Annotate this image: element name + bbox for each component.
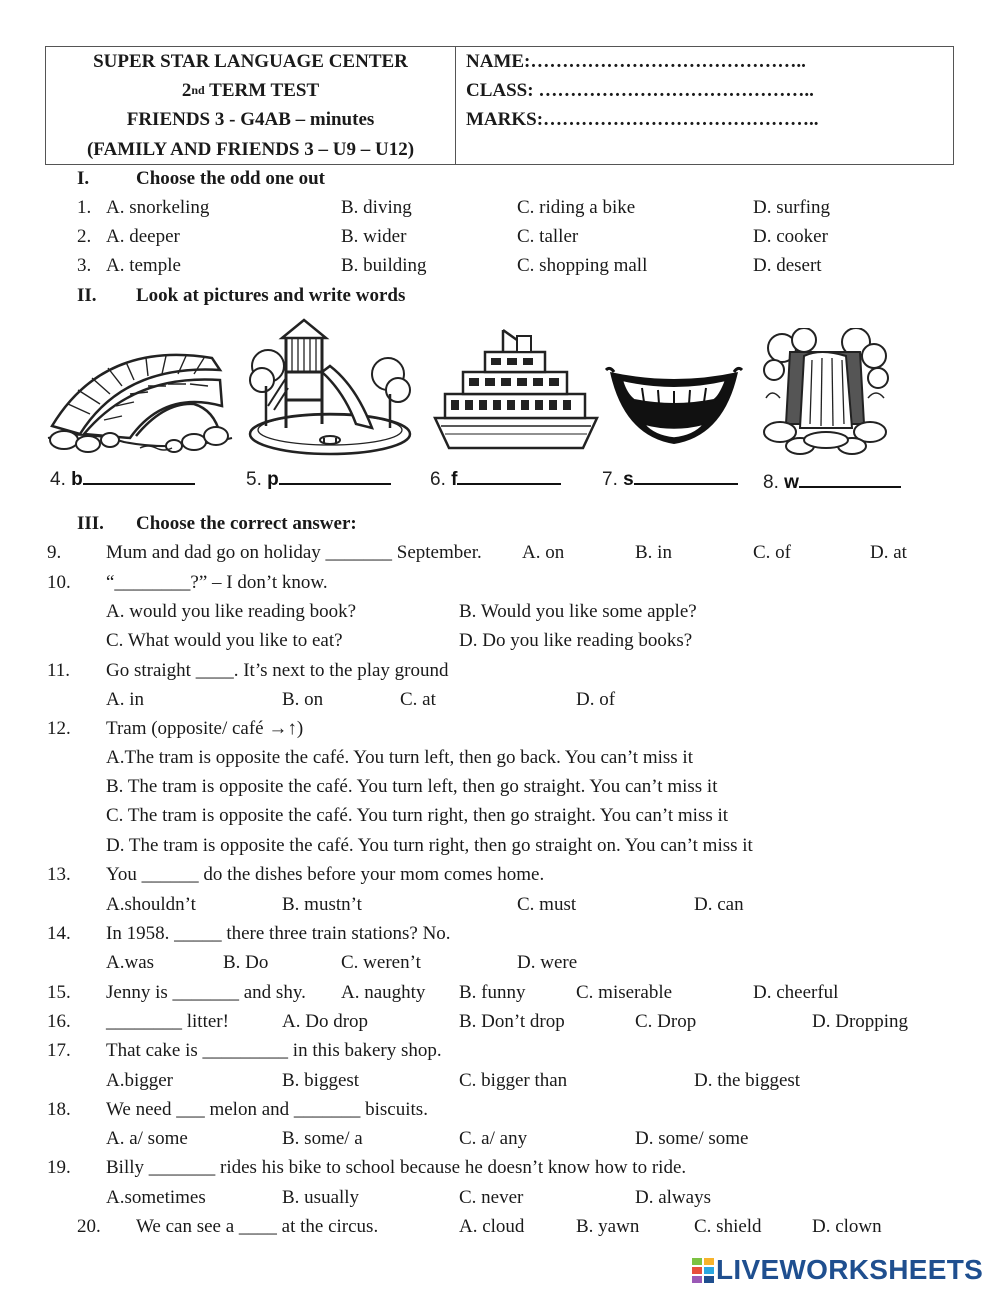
q5-answer-line[interactable] [279,469,391,485]
q20-text: We can see a ____ at the circus. [136,1216,379,1237]
q15-text: Jenny is _______ and shy. [106,982,306,1003]
q7-letter: s [623,469,634,490]
q17-option-c[interactable]: C. bigger than [459,1070,568,1091]
q1-option-a[interactable]: A. snorkeling [106,197,210,218]
q19-text: Billy _______ rides his bike to school because he doesn’t know how to ride. [106,1157,687,1178]
q20-option-d[interactable]: D. clown [812,1216,882,1237]
q19-option-b[interactable]: B. usually [282,1187,360,1208]
q8-number: 8. [763,472,779,493]
q2-option-d[interactable]: D. cooker [753,226,828,247]
q19-option-d[interactable]: D. always [635,1187,711,1208]
q7-number: 7. [602,469,618,490]
q11-option-c[interactable]: C. at [400,689,436,710]
q8-answer-line[interactable] [799,472,901,488]
q18-number: 18. [47,1099,71,1120]
q13-option-c[interactable]: C. must [517,894,577,915]
q5-label[interactable] [246,469,391,491]
q6-answer-line[interactable] [457,469,561,485]
q17-option-a[interactable]: A.bigger [106,1070,174,1091]
q4-number: 4. [50,469,66,490]
q8-label[interactable] [763,472,901,494]
liveworksheets-logo-icon [692,1256,716,1284]
q4-answer-line[interactable] [83,469,195,485]
q12-number: 12. [47,718,71,739]
q5-letter: p [267,469,279,490]
q19-number: 19. [47,1157,71,1178]
q20-option-b[interactable]: B. yawn [576,1216,640,1237]
q9-text: Mum and dad go on holiday _______ September. [106,542,482,563]
q3-number: 3. [77,255,92,276]
q14-text: In 1958. _____ there three train stations? No. [106,923,451,944]
q18-option-b[interactable]: B. some/ a [282,1128,363,1149]
q6-number: 6. [430,469,446,490]
q16-option-c[interactable]: C. Drop [635,1011,697,1032]
q18-option-d[interactable]: D. some/ some [635,1128,749,1149]
q14-number: 14. [47,923,71,944]
q2-option-c[interactable]: C. taller [517,226,579,247]
q16-text: ________ litter! [106,1011,229,1032]
q16-option-a[interactable]: A. Do drop [282,1011,369,1032]
q16-number: 16. [47,1011,71,1032]
term-title: 2nd TERM TEST [181,80,320,102]
q10-option-b[interactable]: B. Would you like some apple? [459,601,697,622]
q11-option-a[interactable]: A. in [106,689,144,710]
q3-option-d[interactable]: D. desert [753,255,822,276]
q18-text: We need ___ melon and _______ biscuits. [106,1099,428,1120]
q14-option-c[interactable]: C. weren’t [341,952,421,973]
q13-number: 13. [47,864,71,885]
q14-option-b[interactable]: B. Do [223,952,269,973]
q17-option-d[interactable]: D. the biggest [694,1070,801,1091]
q15-option-d[interactable]: D. cheerful [753,982,839,1003]
header-table [45,46,954,165]
q4-letter: b [71,469,83,490]
section3-numeral: III. [77,513,104,534]
q1-option-d[interactable]: D. surfing [753,197,831,218]
marks-field[interactable]: MARKS:…………………………………….. [466,109,819,131]
playground-picture [248,316,413,458]
q15-option-a[interactable]: A. naughty [341,982,426,1003]
q3-option-a[interactable]: A. temple [106,255,181,276]
bridge-picture [44,330,236,458]
q7-answer-line[interactable] [634,469,738,485]
q9-option-c[interactable]: C. of [753,542,791,563]
section2-title: Look at pictures and write words [136,285,406,306]
q13-option-d[interactable]: D. can [694,894,744,915]
q16-option-b[interactable]: B. Don’t drop [459,1011,565,1032]
q10-option-a[interactable]: A. would you like reading book? [106,601,357,622]
class-field[interactable]: CLASS: …………………………………….. [466,80,814,102]
q3-option-c[interactable]: C. shopping mall [517,255,648,276]
section1-numeral: I. [77,168,90,189]
header-right-cell [456,47,954,165]
q7-label[interactable] [602,469,738,491]
smile-picture [604,362,744,452]
q11-option-d[interactable]: D. of [576,689,616,710]
q1-option-c[interactable]: C. riding a bike [517,197,636,218]
q20-option-c[interactable]: C. shield [694,1216,762,1237]
school-name: SUPER STAR LANGUAGE CENTER [93,51,408,72]
q10-number: 10. [47,572,71,593]
q12-option-b[interactable]: B. The tram is opposite the café. You turn left, then go straight. You can’t miss it [106,776,718,797]
q14-option-d[interactable]: D. were [517,952,578,973]
q9-number: 9. [47,542,62,563]
header-left-cell [46,47,456,165]
q13-option-a[interactable]: A.shouldn’t [106,894,196,915]
liveworksheets-logo-text: LIVEWORKSHEETS [716,1254,984,1285]
section3-title: Choose the correct answer: [136,513,357,534]
q13-text: You ______ do the dishes before your mom comes home. [106,864,545,885]
section1-title: Choose the odd one out [136,168,325,189]
q4-label[interactable] [50,469,195,491]
waterfall-picture [760,328,890,458]
q20-option-a[interactable]: A. cloud [459,1216,525,1237]
q6-label[interactable] [430,469,561,491]
q15-option-c[interactable]: C. miserable [576,982,673,1003]
q11-text: Go straight ____. It’s next to the play ground [106,660,449,681]
q10-option-d[interactable]: D. Do you like reading books? [459,630,693,651]
section2-numeral: II. [77,285,97,306]
q2-number: 2. [77,226,92,247]
q3-option-b[interactable]: B. building [341,255,427,276]
q5-number: 5. [246,469,262,490]
q12-option-a[interactable]: A.The tram is opposite the café. You turn left, then go back. You can’t miss it [106,747,693,768]
q9-option-b[interactable]: B. in [635,542,672,563]
q17-option-b[interactable]: B. biggest [282,1070,360,1091]
q12-option-d[interactable]: D. The tram is opposite the café. You turn right, then go straight on. You can’t miss it [106,835,753,856]
q6-letter: f [451,469,458,490]
q18-option-c[interactable]: C. a/ any [459,1128,528,1149]
liveworksheets-logo[interactable] [692,1254,983,1286]
q9-option-d[interactable]: D. at [870,542,907,563]
q9-option-a[interactable]: A. on [522,542,565,563]
q10-option-c[interactable]: C. What would you like to eat? [106,630,343,651]
q12-option-c[interactable]: C. The tram is opposite the café. You turn right, then go straight. You can’t miss it [106,805,729,826]
course-title: FRIENDS 3 - G4AB – minutes [126,109,375,131]
q12-text: Tram (opposite/ café →↑) [106,718,304,739]
q20-number: 20. [77,1216,101,1237]
q15-option-b[interactable]: B. funny [459,982,526,1003]
q16-option-d[interactable]: D. Dropping [812,1011,909,1032]
q17-number: 17. [47,1040,71,1061]
units-title: (FAMILY AND FRIENDS 3 – U9 – U12) [86,138,415,160]
q10-text: “________?” – I don’t know. [106,572,328,593]
q17-text: That cake is _________ in this bakery shop. [106,1040,442,1061]
name-field[interactable]: NAME:…………………………………….. [466,51,806,72]
q19-option-a[interactable]: A.sometimes [106,1187,206,1208]
q14-option-a[interactable]: A.was [106,952,155,973]
ferry-picture [433,322,600,454]
q18-option-a[interactable]: A. a/ some [106,1128,188,1149]
q1-number: 1. [77,197,92,218]
q11-number: 11. [47,660,71,681]
q1-option-b[interactable]: B. diving [341,197,412,218]
q11-option-b[interactable]: B. on [282,689,324,710]
q2-option-b[interactable]: B. wider [341,226,407,247]
q8-letter: w [784,472,799,493]
q15-number: 15. [47,982,71,1003]
q2-option-a[interactable]: A. deeper [106,226,180,247]
q13-option-b[interactable]: B. mustn’t [282,894,362,915]
q19-option-c[interactable]: C. never [459,1187,524,1208]
